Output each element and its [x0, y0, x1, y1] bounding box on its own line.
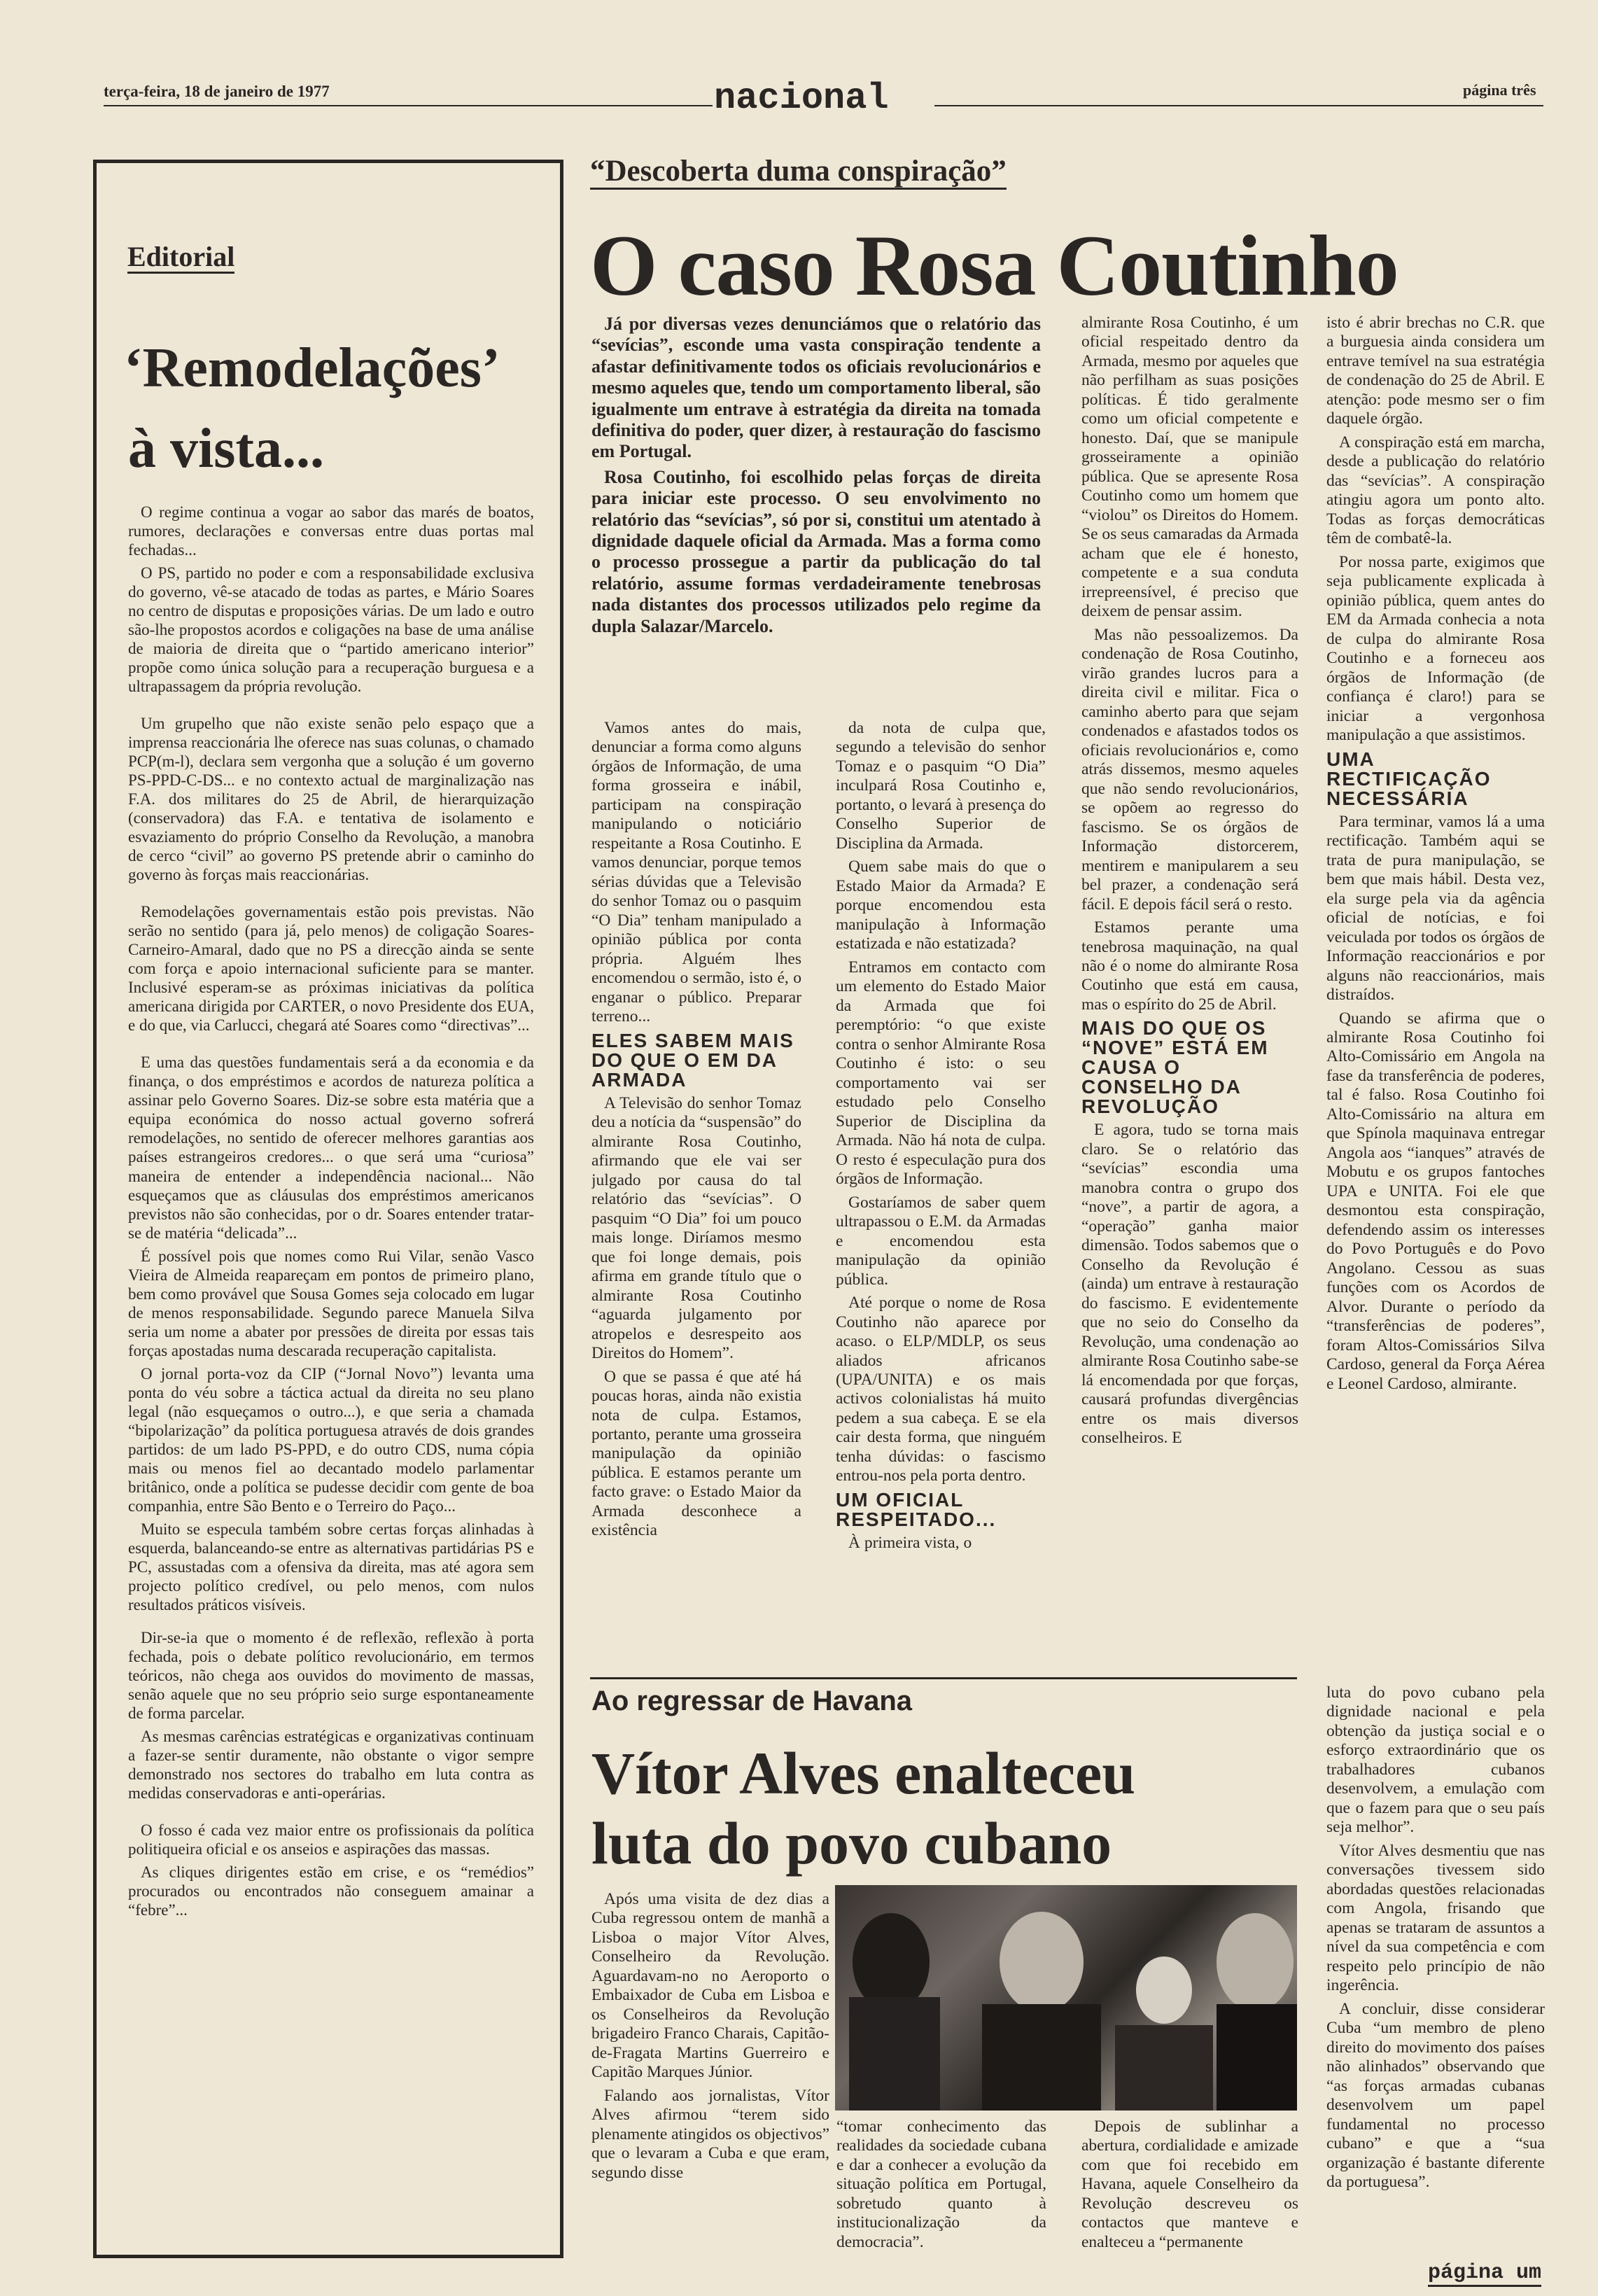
editorial-paragraph: As mesmas carências estratégicas e organizativas continuam a fazer-se sentir duramente, não obstante o vigor sempre demonstrado nos sectores do trabalho em luta contra as medidas conservadoras e anti-operárias. [128, 1727, 534, 1802]
article1-subhead-2: UM OFICIAL RESPEITADO... [836, 1488, 997, 1530]
article1-column-3 [1081, 314, 1298, 1674]
header-date: terça-feira, 18 de janeiro de 1977 [104, 83, 330, 100]
article-paragraph: Para terminar, vamos lá a uma rectificação. Também aqui se trata de pura manipulação, se bem que mais hábil. Desta vez, ela surge pela via da agência oficial de notícias, e foi veiculada por todos os órgãos de Informação reaccionários e por alguns não reaccionários, mais distraídos. [1326, 812, 1545, 1004]
article-paragraph: Quando se afirma que o almirante Rosa Coutinho foi Alto-Comissário em Angola na fase da transferência de poderes, tal é falso. Rosa Coutinho foi Alto-Comissário na altura em que Spínola maquinava entregar Angola aos “ianques” através de Mobutu e os grupos fantoches UPA e UNITA. Foi ele que desmontou esta conspiração, defendendo assim os interesses do Povo Português e do Povo Angolano. Cessou as suas funções com os Acordos de Alvor. Durante o período da “transferências de poderes”, foram Altos-Comissários Silva Cardoso, general da Força Aérea e Leonel Cardoso, almirante. [1326, 1009, 1545, 1393]
article-paragraph: Por nossa parte, exigimos que seja publicamente explicada à opinião pública, quem antes do EM da Armada conhecia a nota de culpa do almirante Rosa Coutinho e a forneceu aos órgãos de Informação (de confiança é claro!) para se iniciar a vergonhosa manipulação a que assistimos. [1326, 552, 1545, 745]
article-paragraph: “tomar conhecimento das realidades da sociedade cubana e dar a conhecer a evolução da situação política em Portugal, sobretudo quanto à institucionalização da democracia”. [836, 2118, 1046, 2251]
article-paragraph: Depois de sublinhar a abertura, cordialidade e amizade com que foi recebido em Havana, aquele Conselheiro da Revolução descreveu os contactos que manteve e enalteceu a “permanente [1081, 2118, 1298, 2251]
section-title: nacional [714, 78, 889, 119]
article2-column-4 [1326, 1684, 1545, 2258]
article2-column-2 [836, 2118, 1046, 2261]
article1-column-4 [1326, 314, 1545, 1674]
article1-headline: O caso Rosa Coutinho [590, 218, 1399, 314]
editorial-title-line1: ‘Remodelações’ [124, 337, 500, 399]
article2-kicker: Ao regressar de Havana [591, 1686, 913, 1716]
news-photo [835, 1885, 1297, 2110]
article1-subhead-3: MAIS DO QUE OS “NOVE” ESTÁ EM CAUSA O CONSELHO DA REVOLUÇÃO [1081, 1017, 1269, 1118]
editorial-body [128, 503, 534, 2232]
article-paragraph: da nota de culpa que, segundo a televisão do senhor Tomaz e o pasquim “O Dia” inculpará Rosa Coutinho e, portanto, o levará à presença do Conselho Superior de Disciplina da Armada. [836, 719, 1046, 853]
editorial-paragraph: O regime continua a vogar ao sabor das marés de boatos, rumores, declarações e conversas entre duas portas mal fechadas... [128, 503, 534, 559]
editorial-paragraph: O jornal porta-voz da CIP (“Jornal Novo”) levanta uma ponta do véu sobre a táctica actual da direita no seu plano legal (não esqueçamos o outro...), e que seria a chamada “bipolarização” da política portuguesa através de dois grandes partidos: de um lado PS-PPD, e do outro CDS, numa cópia mais ou menos fiel ao decantado modelo parlamentar britânico, onde a política se pudesse decidir com gente de boa companhia, entre São Bento e o Terreiro do Paço... [128, 1364, 534, 1515]
article-paragraph: A concluir, disse considerar Cuba “um membro de pleno direito do movimento dos países não alinhados” observando que “as forças armadas cubanas desenvolvem um papel fundamental no processo cubano” e que a “sua organização é bastante diferente da portuguesa”. [1326, 1999, 1545, 2192]
article-paragraph: A Televisão do senhor Tomaz deu a notícia da “suspensão” do almirante Rosa Coutinho, afirmando que ele vai ser julgado por causa do tal relatório das “sevícias”. O pasquim “O Dia” foi um pouco mais longe. Diríamos mesmo que foi longe demais, pois afirma em grande título que o almirante Rosa Coutinho “aguarda julgamento por atropelos e desrespeito aos Direitos do Homem”. [591, 1093, 801, 1363]
article-paragraph: Gostaríamos de saber quem ultrapassou o E.M. da Armadas e encomendou esta manipulação da opinião pública. [836, 1193, 1046, 1289]
article2-column-3 [1081, 2118, 1298, 2261]
editorial-title-line2: à vista... [128, 418, 324, 479]
article-paragraph: Falando aos jornalistas, Vítor Alves afirmou “terem sido plenamente atingidos os objectivos” que o levaram a Cuba e que eram, segundo disse [591, 2086, 829, 2182]
editorial-paragraph: O PS, partido no poder e com a responsabilidade exclusiva do governo, vê-se atacado de todas as partes, e Mário Soares no centro de disputas e proposições várias. De um lado e outro são-lhe propostos acordos e coligações na base de uma análise de maioria de direita que o “partido americano interior” propõe como única solução para a recuperação burguesa e a ultrapassagem da própria revolução. [128, 564, 534, 696]
editorial-paragraph: Um grupelho que não existe senão pelo espaço que a imprensa reaccionária lhe oferece nas suas colunas, o chamado PCP(m-l), declara sem vergonha que a solução é um governo PS-PPD-C-DS... e no contexto actual de marginalização nas F.A. dos militares do 25 de Abril, de hierarquização (conservadora) das F.A. e tentativa de isolamento e esvaziamento do próprio Conselho da Revolução, a manobra de cerco “civil” ao governo PS pretende abrir o caminho do governo às forças mais reaccionárias. [128, 715, 534, 884]
article2-headline-line2: luta do povo cubano [591, 1809, 1112, 1877]
editorial-paragraph: É possível pois que nomes como Rui Vilar, senão Vasco Vieira de Almeida reapareçam em pontos de primeiro plano, bem como provável que Sousa Gomes seja colocado em lugar de menos responsabilidade. Segundo parece Manuela Silva seria um nome a abater por pressões de direita por essas tais forças apostadas numa descarada recuperação capitalista. [128, 1247, 534, 1359]
article-paragraph: Vamos antes do mais, denunciar a forma como alguns órgãos de Informação, de uma forma grosseira e inábil, participam na conspiração manipulando o noticiário respeitante a Rosa Coutinho. E vamos denunciar, porque temos sérias dúvidas que a Televisão do senhor Tomaz ou o pasquim “O Dia” tenham manipulado a opinião pública por conta própria. Alguém lhes encomendou o sermão, isto é, o enganar o público. Preparar terreno... [591, 719, 801, 1026]
editorial-paragraph: Muito se especula também sobre certas forças alinhadas à esquerda, balanceando-se entre as alternativas partidárias PS e PC, assustadas com a ofensiva da direita, mas até agora sem projecto político credível, ou pelo menos, com nulos resultados práticos visíveis. [128, 1520, 534, 1614]
lead-paragraph: Rosa Coutinho, foi escolhido pelas forças de direita para iniciar este processo. O seu envolvimento no relatório das “sevícias”, só por si, constitui um atentado à dignidade daquele oficial da Armada. Mas a forma como o processo prossegue a partir da publicação do tal relatório, assume formas verdadeiramente tenebrosas nada distantes dos processos utilizados pelo regime da dupla Salazar/Marcelo. [591, 466, 1041, 636]
header-rule-left [104, 105, 713, 106]
editorial-paragraph: O fosso é cada vez maior entre os profissionais da política politiqueira oficial e os anseios e aspirações das massas. [128, 1821, 534, 1858]
page-jump-link: página um [1428, 2262, 1541, 2287]
editorial-paragraph: Remodelações governamentais estão pois previstas. Não serão no sentido (para já, pelo menos) de coligação Soares-Carneiro-Amaral, dado que no PS a direcção ainda se sente com força e apoio internacional suficiente para se manter. Inclusivé esperam-se as próximas iniciativas da política americana dirigida por CARTER, o novo Presidente dos EUA, e do que, via Carlucci, chegará até Soares como “directivas”... [128, 903, 534, 1035]
header-rule-right [934, 105, 1543, 106]
article-paragraph: Entramos em contacto com um elemento do Estado Maior da Armada que foi peremptório: “o que existe contra o senhor Almirante Rosa Coutinho é isto: o seu comportamento vai ser estudado pelo Conselho Superior de Disciplina da Armada. Não há nota de culpa. O resto é especulação pura dos órgãos de Informação. [836, 958, 1046, 1189]
article1-subhead-1: ELES SABEM MAIS DO QUE O EM DA ARMADA [591, 1029, 794, 1091]
article-paragraph: Até porque o nome de Rosa Coutinho não aparece por acaso. o ELP/MDLP, os seus aliados africanos (UPA/UNITA) e os mais activos colonialistas há muito pedem a sua cabeça. E se ela cair desta forma, que ninguém tenha dúvidas: o fascismo entrou-nos pela porta dentro. [836, 1294, 1046, 1485]
article1-column-2 [836, 719, 1046, 1674]
article-paragraph: Mas não pessoalizemos. Da condenação de Rosa Coutinho, virão grandes lucros para a direita civil e militar. Fica o caminho aberto para que sejam condenados e afastados todos os oficiais revolucionários e, como atrás dissemos, mesmo aqueles que não sendo revolucionários, se opõem ao regresso do fascismo. Se os órgãos de Informação distorcerem, mentirem e manipularem a seu bel prazer, a condenação será fácil. E depois fácil será o resto. [1081, 625, 1298, 913]
article-divider [590, 1677, 1297, 1679]
article-paragraph: À primeira vista, o [848, 1533, 972, 1552]
editorial-paragraph: E uma das questões fundamentais será a da economia e da finança, o dos empréstimos e acordos de natureza política a assinar pelo Governo Soares. Diz-se sobre esta matéria que a equipa económica do nosso actual governo sofrerá remodelações, no sentido de oferecer melhores garantias aos países estrangeiros credores... o que será uma “curiosa” maneira de entender a independência nacional... Não esqueçamos que as cláusulas dos empréstimos americanos previstos não são conhecidas, por o dr. Soares entender tratar-se de matéria “delicada”... [128, 1054, 534, 1242]
editorial-label: Editorial [127, 241, 235, 272]
article-paragraph: almirante Rosa Coutinho, é um oficial respeitado dentro da Armada, mesmo por aqueles que não perfilham as suas posições políticas. É tido geralmente como um oficial competente e honesto. Daí, que se manipule grosseiramente a opinião pública. Que se apresente Rosa Coutinho como um homem que “violou” os Direitos do Homem. Se os seus camaradas da Armada acham que ele é honesto, competente e a sua conduta irrepreensível, é preciso que deixem de pensar assim. [1081, 314, 1298, 621]
article1-kicker: “Descoberta duma conspiração” [590, 155, 1007, 190]
article-paragraph: isto é abrir brechas no C.R. que a burguesia ainda considera um entrave temível na sua estratégia de condenação do 25 de Abril. E atenção: pode mesmo ser o fim daquele órgão. [1326, 314, 1545, 428]
article-paragraph: Quem sabe mais do que o Estado Maior da Armada? E porque encomendou esta manipulação à Informação estatizada e não estatizada? [836, 858, 1046, 953]
editorial-paragraph: Dir-se-ia que o momento é de reflexão, reflexão à porta fechada, pois o debate político revolucionário, em termos teóricos, não chega aos ouvidos do movimento de massas, senão aquele que no seu próprio seio surge espontaneamente de forma parcelar. [128, 1628, 534, 1722]
photo-figures-icon [835, 1885, 1297, 2110]
article-paragraph: E agora, tudo se torna mais claro. Se o relatório das “sevícias” escondia uma manobra contra o grupo dos “nove”, a partir de agora, a “operação” ganha maior dimensão. Todos sabemos que o Conselho da Revolução é (ainda) um entrave à restauração do fascismo. E evidentemente que no seio do Conselho da Revolução, uma condenação ao almirante Rosa Coutinho sabe-se lá encomendada por que forças, causará profundas divergências entre os mais diversos conselheiros. E [1081, 1121, 1298, 1448]
article-paragraph: Após uma visita de dez dias a Cuba regressou ontem de manhã a Lisboa o major Vítor Alves, Conselheiro da Revolução. Aguardavam-no no Aeroporto o Embaixador de Cuba em Lisboa e os Conselheiros da Revolução brigadeiro Franco Charais, Capitão-de-Fragata Martins Guerreiro e Capitão Marques Júnior. [591, 1890, 829, 2082]
article-paragraph: A conspiração está em marcha, desde a publicação do relatório das “sevícias”. A conspiração atingiu agora um ponto alto. Todas as forças democráticas têm de combatê-la. [1326, 433, 1545, 548]
article1-lead [591, 314, 1041, 716]
article-paragraph: Vítor Alves desmentiu que nas conversações tivessem sido abordadas questões relacionadas com Angola, frisando que apenas se trataram de assuntos a nível da sua competência e com respeito pelo princípio de não ingerência. [1326, 1841, 1545, 1995]
header-page: página três [1463, 81, 1536, 99]
article-paragraph: O que se passa é que até há poucas horas, ainda não existia nota de culpa. Estamos, portanto, perante uma grosseira manipulação da opinião pública. E estamos perante um facto grave: o Estado Maior da Armada desconhece a existência [591, 1367, 801, 1540]
article2-column-1 [591, 1890, 829, 2261]
article-paragraph: Estamos perante uma tenebrosa maquinação, na qual não é o nome do almirante Rosa Coutinho que está em causa, mas o espírito do 25 de Abril. [1081, 918, 1298, 1014]
editorial-paragraph: As cliques dirigentes estão em crise, e os “remédios” procurados ou encontrados não conseguem amainar a “febre”... [128, 1863, 534, 1919]
lead-paragraph: Já por diversas vezes denunciámos que o relatório das “sevícias”, esconde uma vasta conspiração tendente a afastar definitivamente todos os oficiais revolucionários e mesmo aqueles que, tendo um comportamento liberal, são igualmente um entrave à estratégia da direita na tomada definitiva do poder, quer dizer, à restauração do fascismo em Portugal. [591, 314, 1041, 462]
article-paragraph: luta do povo cubano pela dignidade nacional e pela obtenção da justiça social e o esforço extraordinário que os trabalhadores cubanos desenvolvem, a emulação com que o fazem para que o seu país seja melhor”. [1326, 1684, 1545, 1837]
article1-subhead-4: UMA RECTIFICAÇÃO NECESSÁRIA [1326, 748, 1492, 809]
article1-column-1 [591, 719, 801, 1674]
article2-headline-line1: Vítor Alves enalteceu [591, 1740, 1136, 1807]
